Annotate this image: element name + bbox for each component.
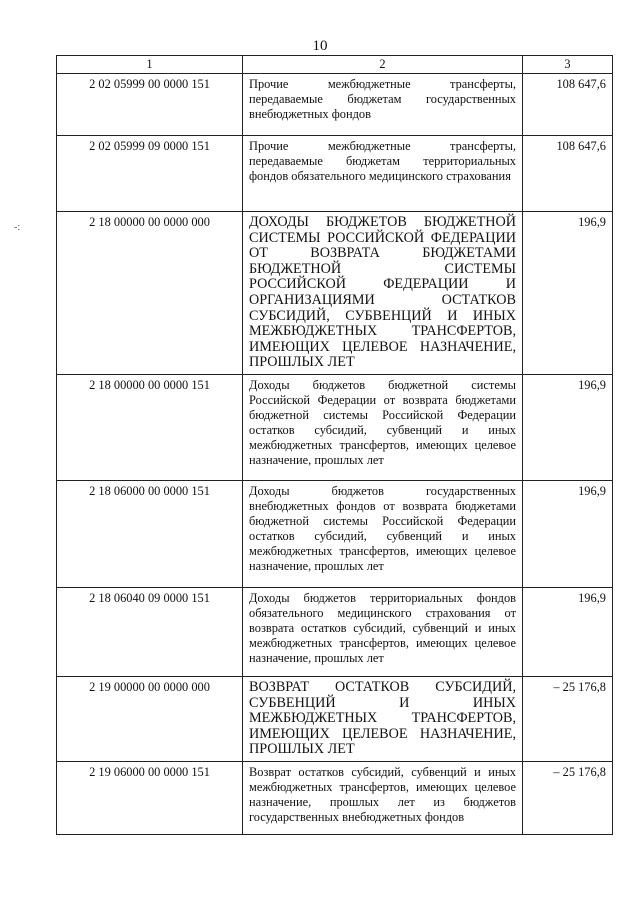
description-cell: Возврат остатков субсидий, субвенций и иных межбюджетных трансфертов, имеющих целевое назначение, прошлых лет из бюджетов государственных внебюджетных фондов bbox=[243, 761, 523, 834]
budget-code-cell: 2 19 00000 00 0000 000 bbox=[57, 676, 243, 761]
column-header-code: 1 bbox=[57, 56, 243, 74]
budget-code-cell: 2 18 00000 00 0000 000 bbox=[57, 212, 243, 375]
table-row bbox=[57, 136, 613, 212]
budget-code-cell: 2 18 06040 09 0000 151 bbox=[57, 587, 243, 676]
amount-cell: 196,9 bbox=[523, 480, 613, 587]
table-row bbox=[57, 212, 613, 375]
amount-cell: – 25 176,8 bbox=[523, 761, 613, 834]
table-row bbox=[57, 676, 613, 761]
amount-cell: 196,9 bbox=[523, 587, 613, 676]
description-cell: Прочие межбюджетные трансферты, передаваемые бюджетам государственных внебюджетных фондов bbox=[243, 74, 523, 136]
amount-cell: – 25 176,8 bbox=[523, 676, 613, 761]
table-header-row bbox=[57, 56, 613, 74]
table-row bbox=[57, 761, 613, 834]
budget-table bbox=[56, 55, 613, 835]
column-header-amount: 3 bbox=[523, 56, 613, 74]
budget-code-cell: 2 18 06000 00 0000 151 bbox=[57, 480, 243, 587]
table-row bbox=[57, 587, 613, 676]
column-header-description: 2 bbox=[243, 56, 523, 74]
margin-mark: -: bbox=[14, 222, 21, 233]
description-cell: ВОЗВРАТ ОСТАТКОВ СУБСИДИЙ, СУБВЕНЦИЙ И ИНЫХ МЕЖБЮДЖЕТНЫХ ТРАНСФЕРТОВ, ИМЕЮЩИХ ЦЕЛЕВОЕ НАЗНАЧЕНИЕ, ПРОШЛЫХ ЛЕТ bbox=[243, 676, 523, 761]
budget-code-cell: 2 02 05999 00 0000 151 bbox=[57, 74, 243, 136]
budget-code-cell: 2 19 06000 00 0000 151 bbox=[57, 761, 243, 834]
table-row bbox=[57, 480, 613, 587]
description-cell: Прочие межбюджетные трансферты, передаваемые бюджетам территориальных фондов обязательного медицинского страхования bbox=[243, 136, 523, 212]
amount-cell: 108 647,6 bbox=[523, 136, 613, 212]
budget-code-cell: 2 18 00000 00 0000 151 bbox=[57, 374, 243, 480]
description-cell: Доходы бюджетов бюджетной системы Российской Федерации от возврата бюджетами бюджетной системы Российской Федерации остатков субсидий, субвенций и иных межбюджетных трансфертов, имеющих целевое назначение, прошлых лет bbox=[243, 374, 523, 480]
description-cell: Доходы бюджетов территориальных фондов обязательного медицинского страхования от возврата остатков субсидий, субвенций и иных межбюджетных трансфертов, имеющих целевое назначение, прошлых лет bbox=[243, 587, 523, 676]
amount-cell: 108 647,6 bbox=[523, 74, 613, 136]
table-row bbox=[57, 74, 613, 136]
budget-code-cell: 2 02 05999 09 0000 151 bbox=[57, 136, 243, 212]
amount-cell: 196,9 bbox=[523, 374, 613, 480]
amount-cell: 196,9 bbox=[523, 212, 613, 375]
table-row bbox=[57, 374, 613, 480]
page-number: 10 bbox=[312, 38, 328, 54]
description-cell: ДОХОДЫ БЮДЖЕТОВ БЮДЖЕТНОЙ СИСТЕМЫ РОССИЙСКОЙ ФЕДЕРАЦИИ ОТ ВОЗВРАТА БЮДЖЕТАМИ БЮДЖЕТНОЙ СИСТЕМЫ РОССИЙСКОЙ ФЕДЕРАЦИИ И ОРГАНИЗАЦИЯМИ ОСТАТКОВ СУБСИДИЙ, СУБВЕНЦИЙ И ИНЫХ МЕЖБЮДЖЕТНЫХ ТРАНСФЕРТОВ, ИМЕЮЩИХ ЦЕЛЕВОЕ НАЗНАЧЕНИЕ, ПРОШЛЫХ ЛЕТ bbox=[243, 212, 523, 375]
description-cell: Доходы бюджетов государственных внебюджетных фондов от возврата бюджетами бюджетной системы Российской Федерации остатков субсидий, субвенций и иных межбюджетных трансфертов, имеющих целевое назначение, прошлых лет bbox=[243, 480, 523, 587]
